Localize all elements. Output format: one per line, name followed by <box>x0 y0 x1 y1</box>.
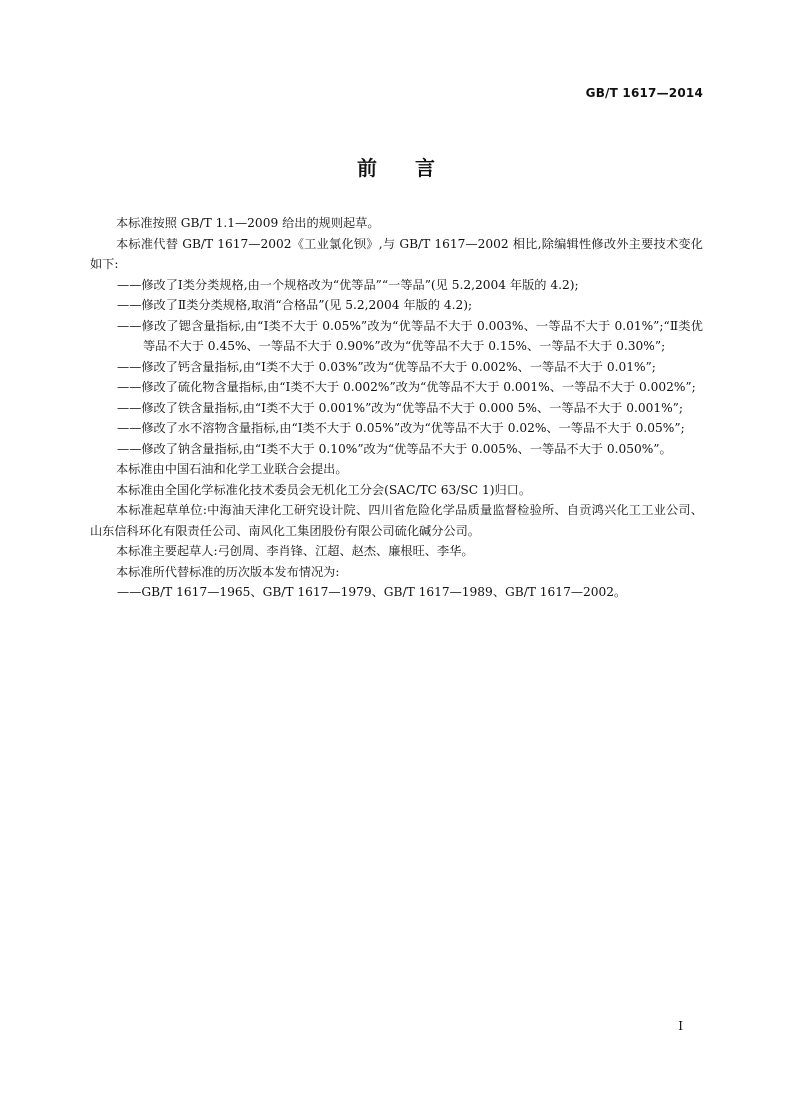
history-item: ——GB/T 1617—1965、GB/T 1617—1979、GB/T 1617—1989、GB/T 1617—2002。 <box>117 585 627 599</box>
committee-paragraph: 本标准由全国化学标准化技术委员会无机化工分会(SAC/TC 63/SC 1)归口。 <box>116 482 532 497</box>
change-item: ——修改了钙含量指标,由“Ⅰ类不大于 0.03%”改为“优等品不大于 0.002%、一等品不大于 0.01%”; <box>117 359 656 374</box>
history-intro-paragraph: 本标准所代替标准的历次版本发布情况为: <box>116 564 340 579</box>
page-title: 前言 <box>357 156 473 180</box>
replacement-paragraph: 本标准代替 GB/T 1617—2002《工业氯化钡》,与 GB/T 1617—2002 相比,除编辑性修改外主要技术变化如下: <box>90 236 703 271</box>
page-number: I <box>678 1019 683 1033</box>
change-item: ——修改了硫化物含量指标,由“Ⅰ类不大于 0.002%”改为“优等品不大于 0.001%、一等品不大于 0.002%”; <box>117 380 696 394</box>
drafters-paragraph: 本标准主要起草人:弓创周、李肖锋、江超、赵杰、廉根旺、李华。 <box>116 544 474 558</box>
change-item: ——修改了Ⅱ类分类规格,取消“合格品”(见 5.2,2004 年版的 4.2); <box>117 298 473 312</box>
change-item: ——修改了水不溶物含量指标,由“Ⅰ类不大于 0.05%”改为“优等品不大于 0.02%、一等品不大于 0.05%”; <box>117 421 685 435</box>
change-item: ——修改了Ⅰ类分类规格,由一个规格改为“优等品”“一等品”(见 5.2,2004 年版的 4.2); <box>117 277 579 292</box>
foreword-body <box>90 213 703 603</box>
proposer-paragraph: 本标准由中国石油和化学工业联合会提出。 <box>116 462 348 476</box>
standard-code-header: GB/T 1617—2014 <box>585 86 703 100</box>
change-item: ——修改了钠含量指标,由“Ⅰ类不大于 0.10%”改为“优等品不大于 0.005%、一等品不大于 0.050%”。 <box>117 441 672 456</box>
drafting-units-paragraph: 本标准起草单位:中海油天津化工研究设计院、四川省危险化学品质量监督检验所、自贡鸿兴化工工业公司、山东信科环化有限责任公司、南风化工集团股份有限公司硫化碱分公司。 <box>90 503 703 538</box>
change-item: ——修改了铁含量指标,由“Ⅰ类不大于 0.001%”改为“优等品不大于 0.000 5%、一等品不大于 0.001%”; <box>117 400 684 415</box>
drafting-rules-paragraph: 本标准按照 GB/T 1.1—2009 给出的规则起草。 <box>116 216 380 230</box>
change-item: ——修改了锶含量指标,由“Ⅰ类不大于 0.05%”改为“优等品不大于 0.003%、一等品不大于 0.01%”;“Ⅱ类优等品不大于 0.45%、一等品不大于 0.90%”改为“优等品不大于 0.15%、一等品不大于 0.30%”; <box>117 318 703 353</box>
